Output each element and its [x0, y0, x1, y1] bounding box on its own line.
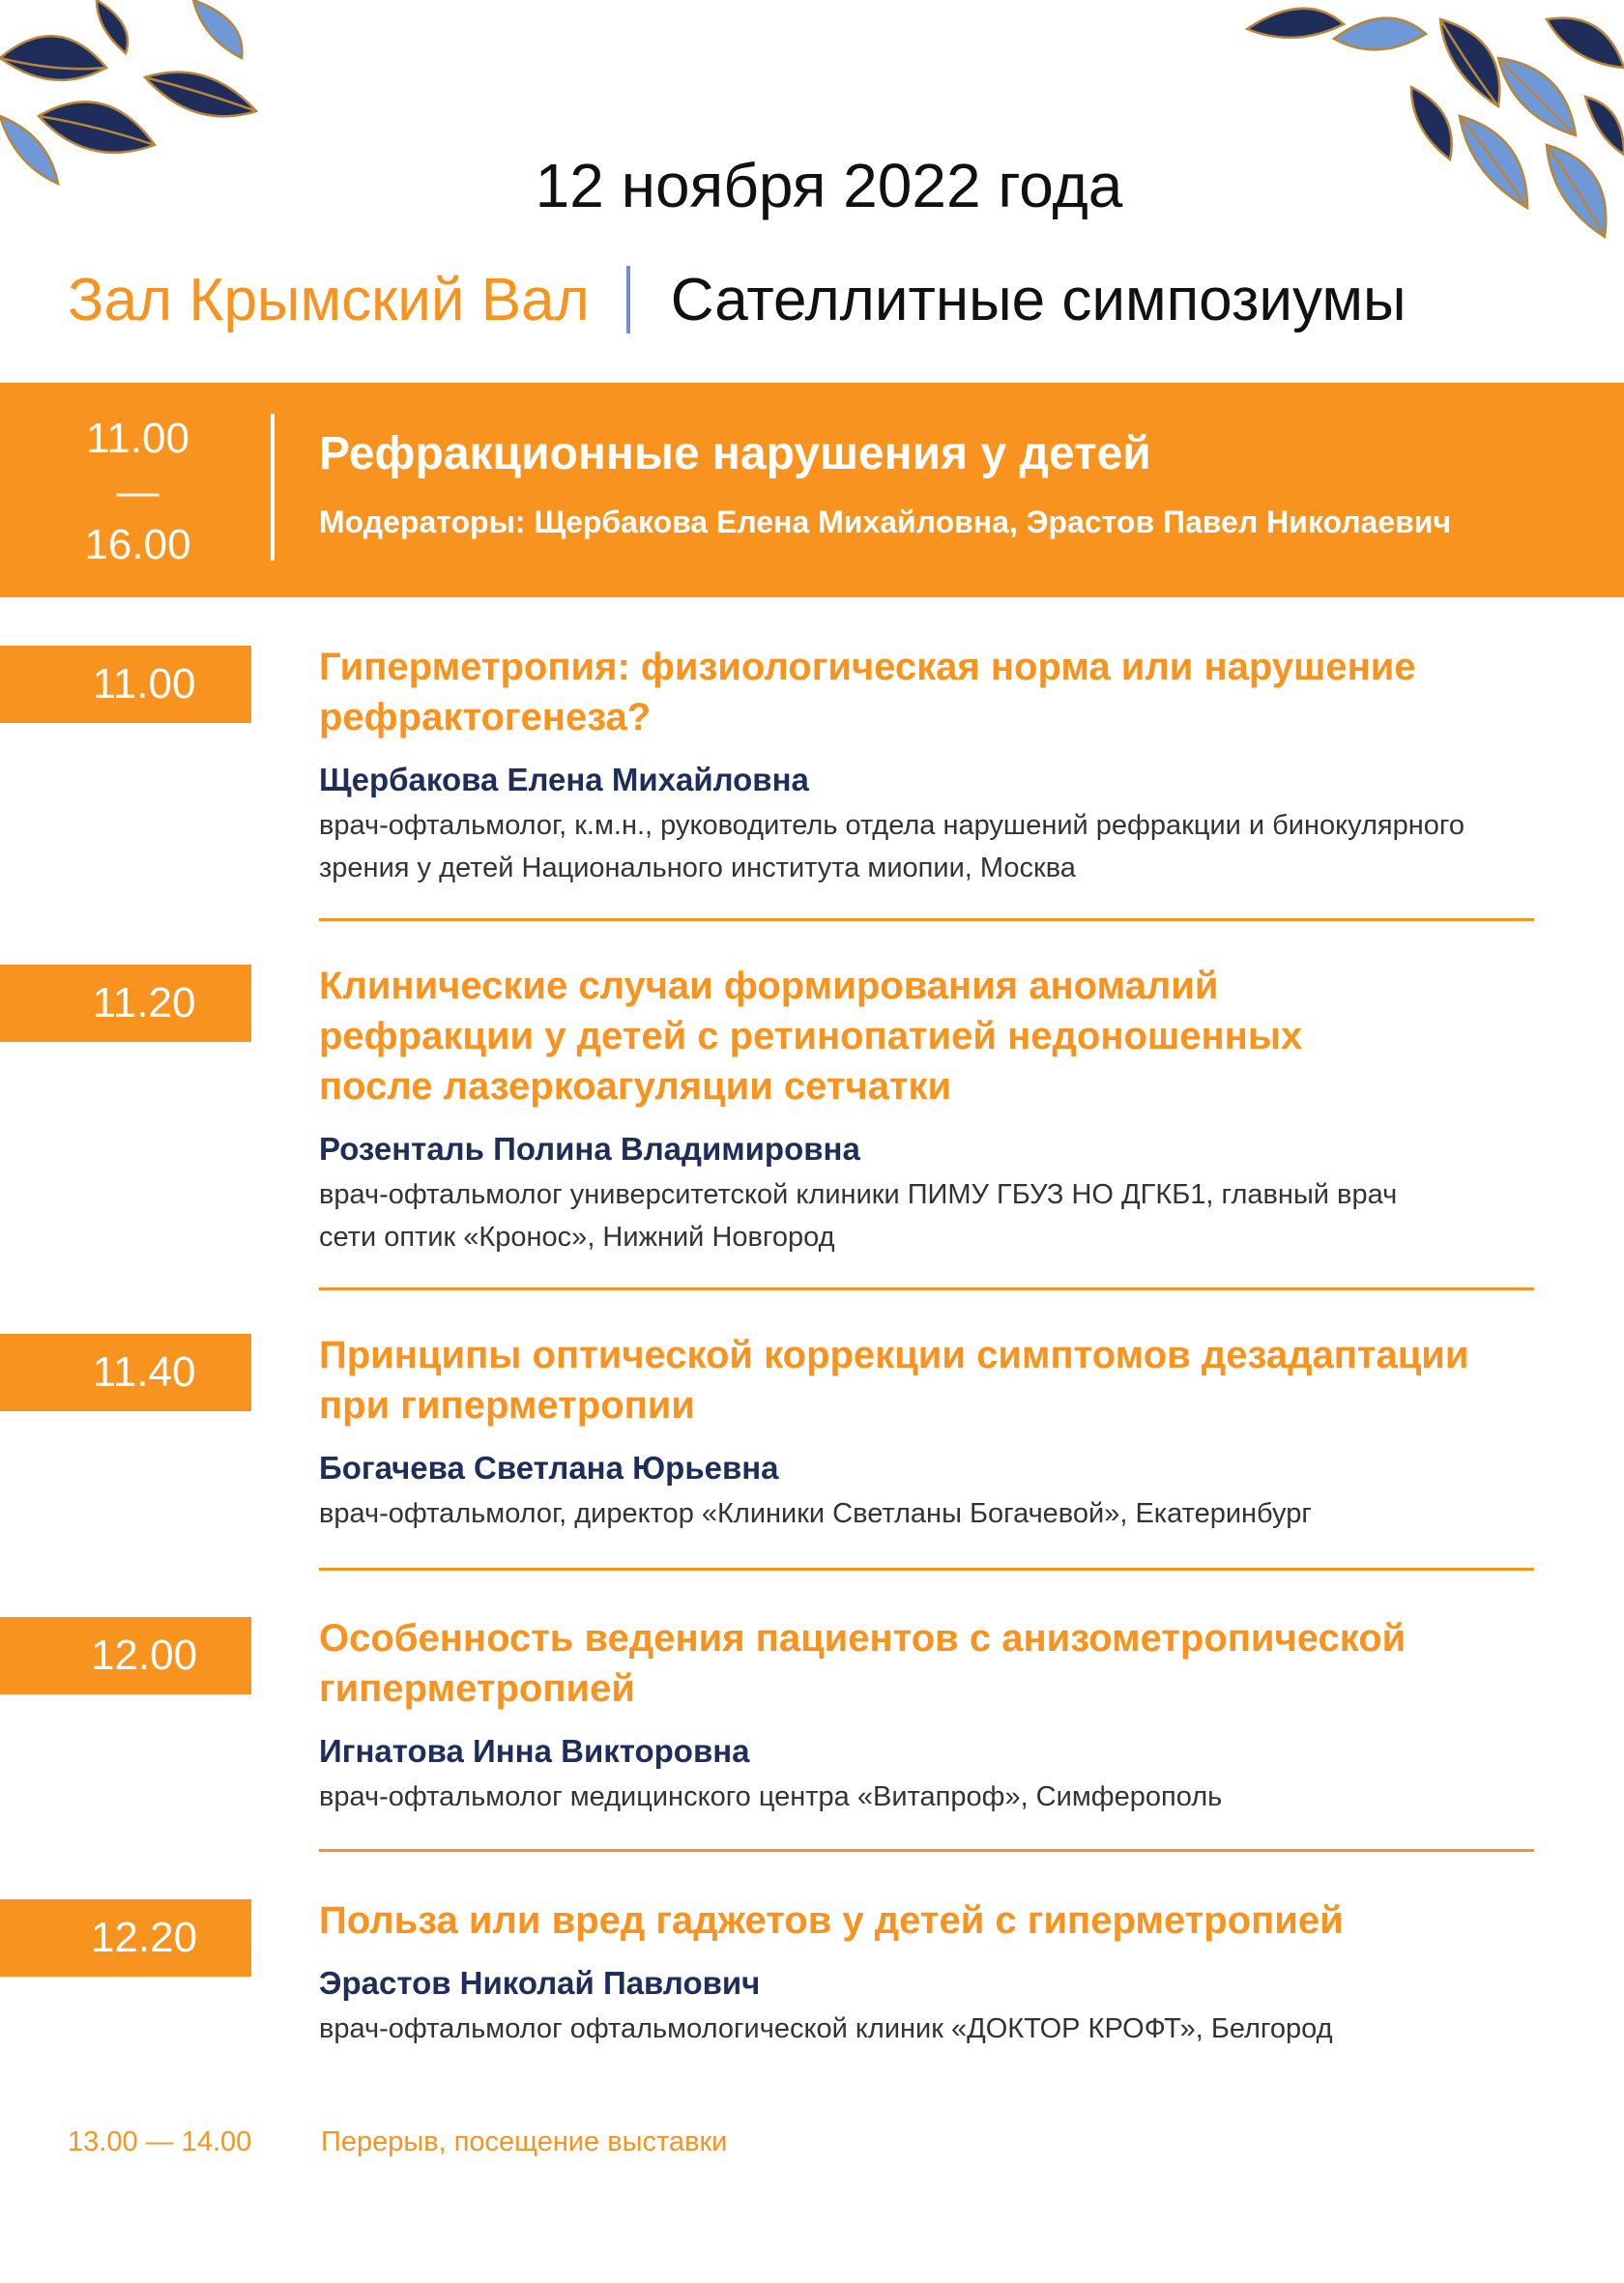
talk-title	[319, 1330, 1576, 1430]
session-time	[39, 412, 237, 571]
talk-divider	[319, 1849, 1534, 1852]
session-time-end: 16.00	[84, 521, 191, 568]
break-label: Перерыв, посещение выставки	[321, 2126, 728, 2157]
talk-title-line: рефрактогенеза?	[319, 696, 652, 738]
session-divider	[271, 414, 275, 561]
talk-divider	[319, 1287, 1534, 1290]
talk-title	[319, 1613, 1576, 1714]
talk-title-line: Принципы оптической коррекции симптомов дезадаптации	[319, 1334, 1469, 1376]
affiliation-line: врач-офтальмолог, к.м.н., руководитель отдела нарушений рефракции и бинокулярного	[319, 810, 1464, 841]
talk-time: 11.40	[0, 1334, 251, 1411]
talk-time: 11.00	[0, 646, 251, 723]
speaker-name: Эрастов Николай Павлович	[319, 1965, 761, 2001]
talk-time: 11.20	[0, 965, 251, 1042]
talk-body	[319, 1330, 1576, 1535]
section-title: Сателлитные симпозиумы	[670, 266, 1406, 333]
affiliation-line: врач-офтальмолог, директор «Клиники Светланы Богачевой», Екатеринбург	[319, 1498, 1312, 1529]
talk-title-line: рефракции у детей с ретинопатией недоношенных	[319, 1015, 1303, 1057]
hall-header	[68, 261, 1595, 338]
talk-title-line: после лазеркоагуляции сетчатки	[319, 1065, 952, 1108]
header-separator	[626, 266, 630, 333]
speaker-name: Богачева Светлана Юрьевна	[319, 1450, 779, 1486]
break-row	[68, 2126, 727, 2158]
session-banner	[0, 383, 1624, 597]
talk-title-line: Гиперметропия: физиологическая норма или нарушение	[319, 646, 1416, 688]
session-moderators: Модераторы: Щербакова Елена Михайловна, Эрастов Павел Николаевич	[319, 505, 1452, 539]
affiliation-line: сети оптик «Кронос», Нижний Новгород	[319, 1222, 835, 1253]
affiliation-line: врач-офтальмолог медицинского центра «Витапроф», Симферополь	[319, 1781, 1223, 1812]
speaker-affiliation	[319, 804, 1576, 889]
affiliation-line: врач-офтальмолог офтальмологической клиник «ДОКТОР КРОФТ», Белгород	[319, 2013, 1333, 2044]
talk-time: 12.00	[0, 1617, 251, 1694]
session-time-start: 11.00	[86, 415, 189, 462]
talk-title-line: гиперметропией	[319, 1667, 635, 1710]
talk-body	[319, 642, 1576, 889]
talk-title-line: Клинические случаи формирования аномалий	[319, 965, 1219, 1007]
affiliation-line: зрения у детей Национального института миопии, Москва	[319, 853, 1076, 883]
speaker-affiliation	[319, 1173, 1576, 1258]
talk-body	[319, 1895, 1576, 2050]
affiliation-line: врач-офтальмолог университетской клиники ПИМУ ГБУЗ НО ДГКБ1, главный врач	[319, 1179, 1398, 1210]
speaker-name: Игнатова Инна Викторовна	[319, 1733, 750, 1769]
talk-title	[319, 1895, 1576, 1946]
talk-time: 12.20	[0, 1899, 251, 1977]
talk-divider	[319, 918, 1534, 921]
talk-title-line: при гиперметропии	[319, 1384, 695, 1427]
hall-name: Зал Крымский Вал	[68, 266, 590, 333]
talk-body	[319, 1613, 1576, 1818]
speaker-name: Розенталь Полина Владимировна	[319, 1131, 860, 1167]
talk-title	[319, 961, 1576, 1112]
event-date: 12 ноября 2022 года	[535, 151, 1123, 220]
speaker-affiliation	[319, 2008, 1576, 2050]
speaker-affiliation	[319, 1776, 1576, 1818]
talk-title-line: Польза или вред гаджетов у детей с гиперметропией	[319, 1899, 1344, 1942]
talk-divider	[319, 1568, 1534, 1571]
talk-title-line: Особенность ведения пациентов с анизометропической	[319, 1617, 1406, 1660]
speaker-name: Щербакова Елена Михайловна	[319, 762, 809, 797]
talk-body	[319, 961, 1576, 1258]
session-time-dash: —	[116, 468, 160, 515]
talk-title	[319, 642, 1576, 742]
break-time: 13.00 — 14.00	[68, 2126, 252, 2157]
session-title: Рефракционные нарушения у детей	[319, 428, 1151, 479]
speaker-affiliation	[319, 1492, 1576, 1535]
